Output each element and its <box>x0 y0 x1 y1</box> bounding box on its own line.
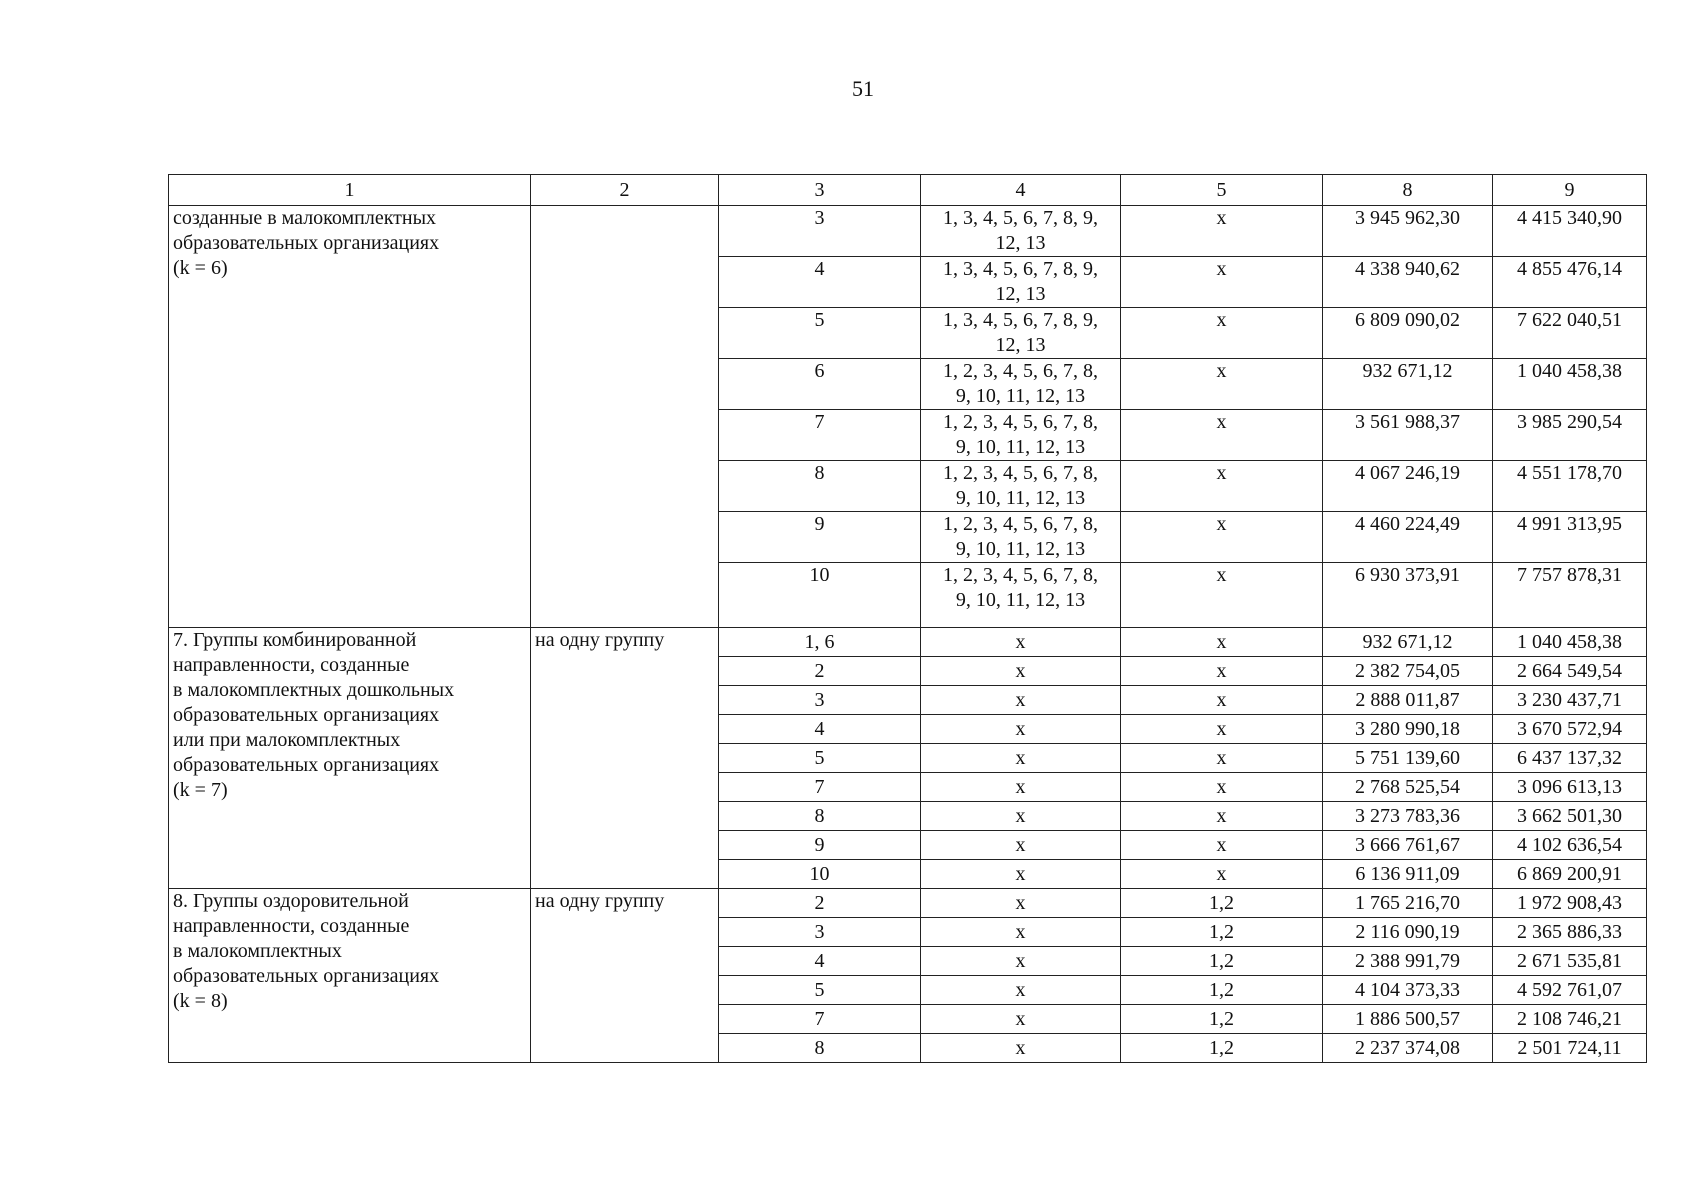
age-list-line: 12, 13 <box>995 334 1046 356</box>
coefficient-cell: 1,2 <box>1121 1005 1323 1034</box>
age-list-cell <box>921 257 1121 308</box>
age-list-line: 1, 3, 4, 5, 6, 7, 8, 9, <box>943 258 1098 280</box>
group-name-line: образовательных организациях <box>173 704 440 726</box>
group-size-cell: 7 <box>719 410 921 461</box>
column-header: 1 <box>169 175 531 206</box>
coefficient-cell: x <box>1121 308 1323 359</box>
column-header: 2 <box>531 175 719 206</box>
group-name-line: образовательных организациях <box>173 965 440 987</box>
value-cell-col9: 1 040 458,38 <box>1493 359 1647 410</box>
group-size-cell: 4 <box>719 257 921 308</box>
value-cell-col8: 4 104 373,33 <box>1323 976 1493 1005</box>
age-list-line: 1, 2, 3, 4, 5, 6, 7, 8, <box>943 411 1098 433</box>
coefficient-cell: 1,2 <box>1121 889 1323 918</box>
age-list-cell <box>921 918 1121 947</box>
age-list-cell <box>921 410 1121 461</box>
age-list-line: x <box>1015 950 1026 972</box>
value-cell-col9: 3 662 501,30 <box>1493 802 1647 831</box>
group-size-cell: 4 <box>719 715 921 744</box>
table-row <box>169 889 1647 918</box>
value-cell-col8: 2 388 991,79 <box>1323 947 1493 976</box>
group-name-cell <box>169 889 531 1063</box>
age-list-cell <box>921 628 1121 657</box>
coefficient-cell: x <box>1121 359 1323 410</box>
value-cell-col8: 6 930 373,91 <box>1323 563 1493 628</box>
value-cell-col9: 3 985 290,54 <box>1493 410 1647 461</box>
age-list-cell <box>921 359 1121 410</box>
value-cell-col8: 4 067 246,19 <box>1323 461 1493 512</box>
coefficient-cell: x <box>1121 628 1323 657</box>
table-row <box>169 628 1647 657</box>
age-list-cell <box>921 715 1121 744</box>
group-size-cell: 8 <box>719 802 921 831</box>
table-row <box>169 206 1647 257</box>
group-size-cell: 4 <box>719 947 921 976</box>
group-size-cell: 5 <box>719 744 921 773</box>
coefficient-cell: x <box>1121 715 1323 744</box>
coefficient-cell: x <box>1121 512 1323 563</box>
group-size-cell: 2 <box>719 657 921 686</box>
group-name-line: направленности, созданные <box>173 915 410 937</box>
value-cell-col8: 1 765 216,70 <box>1323 889 1493 918</box>
value-cell-col9: 2 365 886,33 <box>1493 918 1647 947</box>
value-cell-col9: 4 551 178,70 <box>1493 461 1647 512</box>
group-name-line: образовательных организациях <box>173 232 440 254</box>
group-size-cell: 9 <box>719 831 921 860</box>
group-size-cell: 7 <box>719 773 921 802</box>
value-cell-col9: 2 501 724,11 <box>1493 1034 1647 1063</box>
group-size-cell: 8 <box>719 461 921 512</box>
age-list-cell <box>921 889 1121 918</box>
value-cell-col9: 2 671 535,81 <box>1493 947 1647 976</box>
value-cell-col8: 932 671,12 <box>1323 359 1493 410</box>
group-name-line: (k = 8) <box>173 990 228 1012</box>
coefficient-cell: x <box>1121 410 1323 461</box>
age-list-line: x <box>1015 805 1026 827</box>
value-cell-col8: 3 280 990,18 <box>1323 715 1493 744</box>
value-cell-col9: 3 670 572,94 <box>1493 715 1647 744</box>
group-name-line: (k = 7) <box>173 779 228 801</box>
value-cell-col9: 6 869 200,91 <box>1493 860 1647 889</box>
coefficient-cell: 1,2 <box>1121 1034 1323 1063</box>
group-name-line: в малокомплектных <box>173 940 342 962</box>
group-size-cell: 5 <box>719 308 921 359</box>
age-list-line: 9, 10, 11, 12, 13 <box>955 487 1086 509</box>
coefficient-cell: x <box>1121 773 1323 802</box>
age-list-cell <box>921 512 1121 563</box>
age-list-cell <box>921 686 1121 715</box>
age-list-line: 1, 2, 3, 4, 5, 6, 7, 8, <box>943 360 1098 382</box>
group-name-line: направленности, созданные <box>173 654 410 676</box>
value-cell-col9: 1 972 908,43 <box>1493 889 1647 918</box>
value-cell-col8: 3 945 962,30 <box>1323 206 1493 257</box>
group-name-line: в малокомплектных дошкольных <box>173 679 455 701</box>
group-size-cell: 1, 6 <box>719 628 921 657</box>
group-size-cell: 3 <box>719 686 921 715</box>
group-size-cell: 3 <box>719 206 921 257</box>
group-size-cell: 8 <box>719 1034 921 1063</box>
unit-cell: на одну группу <box>531 628 719 889</box>
group-size-cell: 9 <box>719 512 921 563</box>
age-list-line: x <box>1015 689 1026 711</box>
value-cell-col9: 4 855 476,14 <box>1493 257 1647 308</box>
age-list-line: x <box>1015 892 1026 914</box>
age-list-cell <box>921 831 1121 860</box>
age-list-line: 9, 10, 11, 12, 13 <box>955 385 1086 407</box>
age-list-cell <box>921 947 1121 976</box>
age-list-line: x <box>1015 776 1026 798</box>
age-list-cell <box>921 744 1121 773</box>
age-list-line: x <box>1015 1037 1026 1059</box>
column-header: 3 <box>719 175 921 206</box>
value-cell-col9: 4 991 313,95 <box>1493 512 1647 563</box>
age-list-cell <box>921 802 1121 831</box>
age-list-line: x <box>1015 660 1026 682</box>
value-cell-col8: 3 666 761,67 <box>1323 831 1493 860</box>
age-list-line: x <box>1015 631 1026 653</box>
page-number: 51 <box>852 76 874 101</box>
coefficient-cell: x <box>1121 802 1323 831</box>
age-list-line: x <box>1015 979 1026 1001</box>
age-list-line: 9, 10, 11, 12, 13 <box>955 436 1086 458</box>
group-size-cell: 5 <box>719 976 921 1005</box>
coefficient-cell: 1,2 <box>1121 918 1323 947</box>
value-cell-col9: 3 096 613,13 <box>1493 773 1647 802</box>
value-cell-col8: 6 809 090,02 <box>1323 308 1493 359</box>
value-cell-col8: 2 382 754,05 <box>1323 657 1493 686</box>
age-list-line: x <box>1015 1008 1026 1030</box>
age-list-line: 12, 13 <box>995 232 1046 254</box>
value-cell-col8: 3 273 783,36 <box>1323 802 1493 831</box>
value-cell-col9: 4 592 761,07 <box>1493 976 1647 1005</box>
tariff-table <box>168 174 1647 1063</box>
age-list-line: 9, 10, 11, 12, 13 <box>955 538 1086 560</box>
age-list-cell <box>921 657 1121 686</box>
age-list-line: 1, 3, 4, 5, 6, 7, 8, 9, <box>943 207 1098 229</box>
value-cell-col9: 7 757 878,31 <box>1493 563 1647 628</box>
unit-cell <box>531 206 719 628</box>
value-cell-col8: 2 768 525,54 <box>1323 773 1493 802</box>
value-cell-col8: 2 237 374,08 <box>1323 1034 1493 1063</box>
coefficient-cell: x <box>1121 686 1323 715</box>
coefficient-cell: x <box>1121 657 1323 686</box>
value-cell-col8: 2 888 011,87 <box>1323 686 1493 715</box>
column-header: 8 <box>1323 175 1493 206</box>
age-list-line: 12, 13 <box>995 283 1046 305</box>
value-cell-col8: 5 751 139,60 <box>1323 744 1493 773</box>
age-list-line: 1, 3, 4, 5, 6, 7, 8, 9, <box>943 309 1098 331</box>
age-list-cell <box>921 1034 1121 1063</box>
group-size-cell: 10 <box>719 860 921 889</box>
age-list-line: 1, 2, 3, 4, 5, 6, 7, 8, <box>943 462 1098 484</box>
value-cell-col9: 3 230 437,71 <box>1493 686 1647 715</box>
group-size-cell: 6 <box>719 359 921 410</box>
value-cell-col9: 6 437 137,32 <box>1493 744 1647 773</box>
coefficient-cell: x <box>1121 744 1323 773</box>
age-list-cell <box>921 773 1121 802</box>
age-list-line: 1, 2, 3, 4, 5, 6, 7, 8, <box>943 564 1098 586</box>
group-size-cell: 3 <box>719 918 921 947</box>
group-name-cell <box>169 206 531 628</box>
coefficient-cell: x <box>1121 860 1323 889</box>
coefficient-cell: x <box>1121 206 1323 257</box>
age-list-line: x <box>1015 834 1026 856</box>
group-size-cell: 10 <box>719 563 921 628</box>
age-list-line: x <box>1015 921 1026 943</box>
value-cell-col8: 2 116 090,19 <box>1323 918 1493 947</box>
column-header: 5 <box>1121 175 1323 206</box>
value-cell-col9: 2 108 746,21 <box>1493 1005 1647 1034</box>
age-list-line: x <box>1015 747 1026 769</box>
value-cell-col8: 6 136 911,09 <box>1323 860 1493 889</box>
column-header: 9 <box>1493 175 1647 206</box>
value-cell-col8: 3 561 988,37 <box>1323 410 1493 461</box>
group-name-line: (k = 6) <box>173 257 228 279</box>
value-cell-col8: 1 886 500,57 <box>1323 1005 1493 1034</box>
group-size-cell: 7 <box>719 1005 921 1034</box>
coefficient-cell: 1,2 <box>1121 976 1323 1005</box>
header-row <box>169 175 1647 206</box>
age-list-cell <box>921 860 1121 889</box>
age-list-cell <box>921 206 1121 257</box>
age-list-line: 1, 2, 3, 4, 5, 6, 7, 8, <box>943 513 1098 535</box>
coefficient-cell: x <box>1121 257 1323 308</box>
value-cell-col9: 1 040 458,38 <box>1493 628 1647 657</box>
value-cell-col9: 4 102 636,54 <box>1493 831 1647 860</box>
age-list-line: 9, 10, 11, 12, 13 <box>955 589 1086 611</box>
group-size-cell: 2 <box>719 889 921 918</box>
value-cell-col9: 2 664 549,54 <box>1493 657 1647 686</box>
group-name-line: 7. Группы комбинированной <box>173 629 417 651</box>
column-header: 4 <box>921 175 1121 206</box>
group-name-line: 8. Группы оздоровительной <box>173 890 409 912</box>
value-cell-col8: 4 338 940,62 <box>1323 257 1493 308</box>
age-list-cell <box>921 976 1121 1005</box>
age-list-cell <box>921 308 1121 359</box>
coefficient-cell: x <box>1121 831 1323 860</box>
table-body <box>169 206 1647 1063</box>
value-cell-col8: 4 460 224,49 <box>1323 512 1493 563</box>
age-list-cell <box>921 461 1121 512</box>
coefficient-cell: 1,2 <box>1121 947 1323 976</box>
group-name-cell <box>169 628 531 889</box>
value-cell-col8: 932 671,12 <box>1323 628 1493 657</box>
age-list-line: x <box>1015 718 1026 740</box>
group-name-line: созданные в малокомплектных <box>173 207 437 229</box>
group-name-line: образовательных организациях <box>173 754 440 776</box>
age-list-line: x <box>1015 863 1026 885</box>
group-name-line: или при малокомплектных <box>173 729 401 751</box>
value-cell-col9: 4 415 340,90 <box>1493 206 1647 257</box>
coefficient-cell: x <box>1121 563 1323 628</box>
value-cell-col9: 7 622 040,51 <box>1493 308 1647 359</box>
unit-cell: на одну группу <box>531 889 719 1063</box>
coefficient-cell: x <box>1121 461 1323 512</box>
age-list-cell <box>921 563 1121 628</box>
age-list-cell <box>921 1005 1121 1034</box>
